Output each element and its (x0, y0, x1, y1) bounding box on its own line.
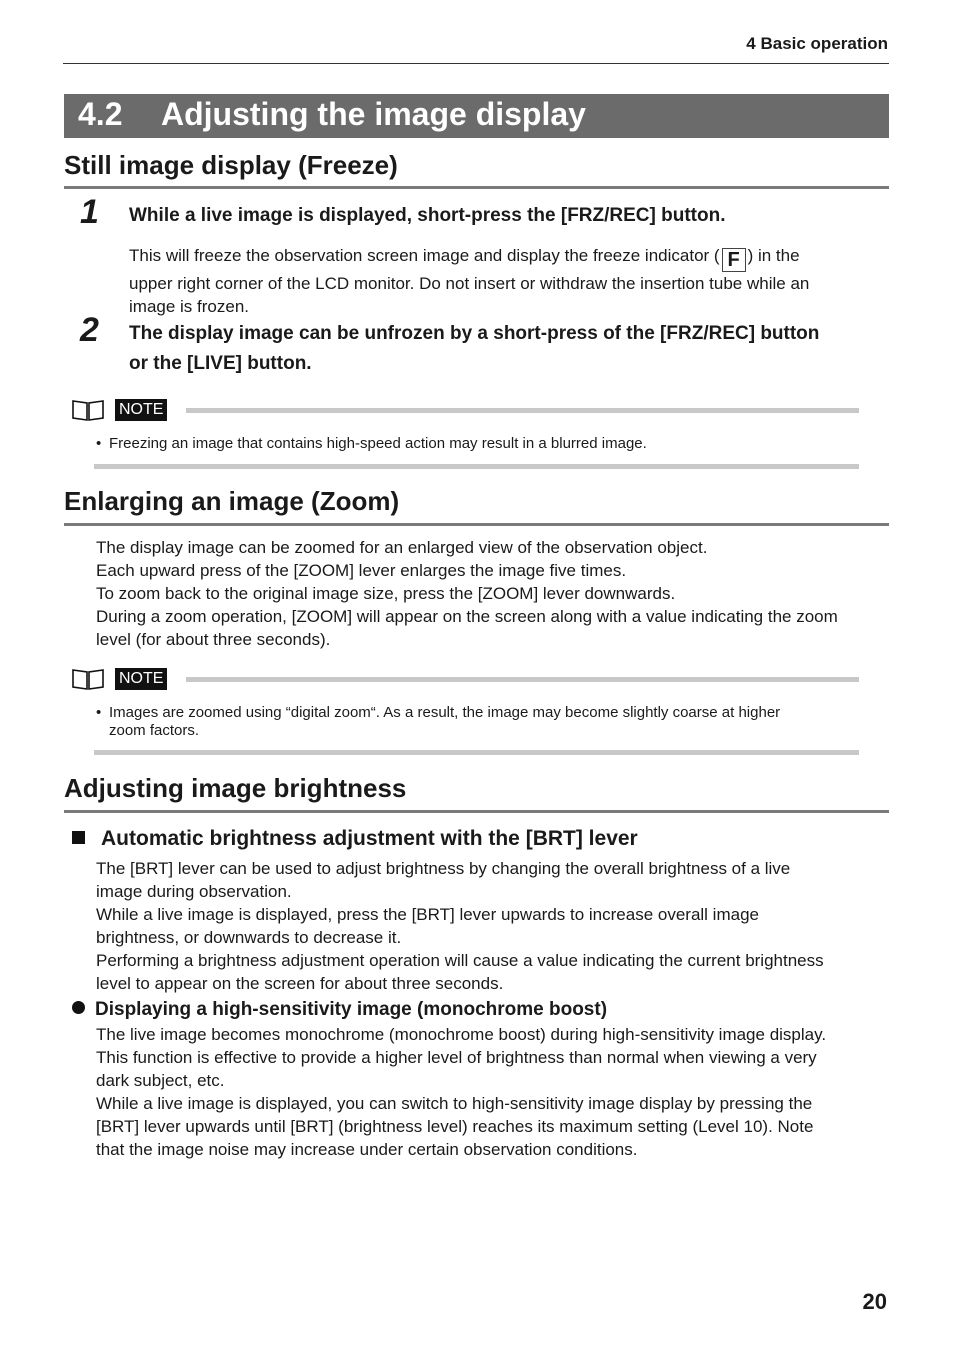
note-bullet: • (96, 704, 102, 721)
section-rule (64, 523, 889, 526)
step-instruction-line: The display image can be unfrozen by a short-press of the [FRZ/REC] button (129, 323, 820, 344)
note-rule (186, 677, 859, 682)
square-bullet-icon (72, 831, 85, 844)
step-number: 1 (80, 193, 99, 231)
section-title-brightness: Adjusting image brightness (64, 773, 407, 803)
step-desc-text: This will freeze the observation screen image and display the freeze indicator ( (129, 246, 720, 265)
note-end-rule (94, 750, 859, 755)
zoom-line: Each upward press of the [ZOOM] lever enlarges the image five times. (96, 561, 627, 580)
note-text-line: Images are zoomed using “digital zoom“. As a result, the image may become slightly coarse at higher (109, 704, 781, 721)
note-bullet: • (96, 435, 102, 452)
mono-line: This function is effective to provide a higher level of brightness than normal when viewing a very (96, 1048, 817, 1067)
step-instruction: While a live image is displayed, short-press the [FRZ/REC] button. (129, 205, 726, 226)
brightness-line: brightness, or downwards to decrease it. (96, 928, 402, 947)
section-rule (64, 810, 889, 813)
step-desc-text: ) in the (747, 246, 800, 265)
chapter-number: 4.2 (78, 96, 123, 132)
chapter-heading-bar (64, 94, 889, 138)
section-rule (64, 186, 889, 189)
chapter-title: Adjusting the image display (161, 96, 586, 132)
mono-line: While a live image is displayed, you can switch to high-sensitivity image display by pressing the (96, 1094, 813, 1113)
note-text: Freezing an image that contains high-speed action may result in a blurred image. (109, 435, 647, 452)
zoom-line: level (for about three seconds). (96, 630, 331, 649)
mono-line: The live image becomes monochrome (monochrome boost) during high-sensitivity image display. (96, 1025, 827, 1044)
step-description (129, 243, 889, 318)
page-number: 20 (862, 1289, 887, 1314)
section-title-zoom: Enlarging an image (Zoom) (64, 486, 400, 516)
step-desc-line: upper right corner of the LCD monitor. Do not insert or withdraw the insertion tube while an (129, 274, 810, 293)
header-rule (63, 63, 889, 64)
mono-body (96, 1023, 891, 1161)
brightness-line: level to appear on the screen for about three seconds. (96, 974, 504, 993)
brightness-line: image during observation. (96, 882, 292, 901)
step-instruction-line: or the [LIVE] button. (129, 353, 312, 374)
section-title-freeze: Still image display (Freeze) (64, 150, 398, 180)
book-icon (72, 399, 104, 426)
note-text (109, 704, 869, 740)
mono-line: that the image noise may increase under certain observation conditions. (96, 1140, 638, 1159)
step-desc-line: image is frozen. (129, 297, 249, 316)
brightness-line: The [BRT] lever can be used to adjust brightness by changing the overall brightness of a live (96, 859, 791, 878)
running-header: 4 Basic operation (746, 34, 888, 53)
brightness-line: Performing a brightness adjustment operation will cause a value indicating the current brightness (96, 951, 824, 970)
zoom-line: During a zoom operation, [ZOOM] will appear on the screen along with a value indicating the zoom (96, 607, 838, 626)
mono-heading-text: Displaying a high-sensitivity image (monochrome boost) (95, 999, 608, 1020)
brightness-line: While a live image is displayed, press the [BRT] lever upwards to increase overall image (96, 905, 759, 924)
subsection-heading (72, 827, 638, 851)
freeze-indicator-icon: F (722, 248, 746, 272)
note-text-line: zoom factors. (109, 722, 200, 739)
step-instruction (129, 319, 889, 379)
step-number: 2 (80, 311, 99, 349)
note-badge: NOTE (115, 399, 167, 421)
mono-line: [BRT] lever upwards until [BRT] (brightness level) reaches its maximum setting (Level 10). Note (96, 1117, 814, 1136)
mono-line: dark subject, etc. (96, 1071, 225, 1090)
brightness-body (96, 857, 891, 995)
zoom-line: The display image can be zoomed for an enlarged view of the observation object. (96, 538, 708, 557)
subsection-heading-text: Automatic brightness adjustment with the [BRT] lever (101, 827, 638, 850)
zoom-line: To zoom back to the original image size, press the [ZOOM] lever downwards. (96, 584, 676, 603)
note-badge: NOTE (115, 668, 167, 690)
mono-heading (72, 999, 607, 1021)
book-icon (72, 668, 104, 695)
circle-bullet-icon (72, 1001, 85, 1014)
zoom-body (96, 536, 891, 651)
note-rule (186, 408, 859, 413)
note-end-rule (94, 464, 859, 469)
